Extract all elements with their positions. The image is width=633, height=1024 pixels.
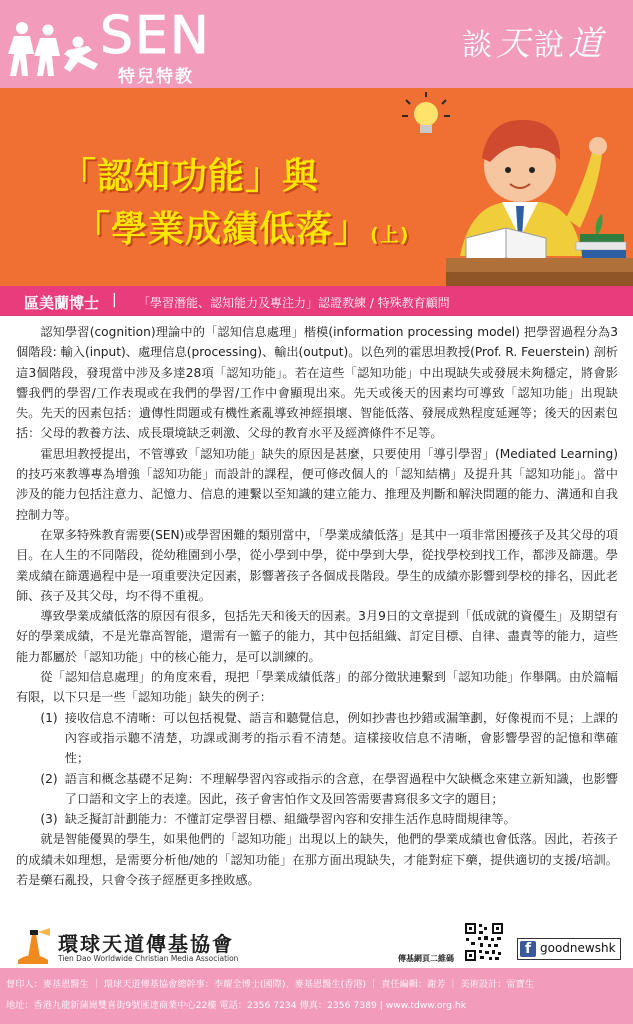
children-silhouette-icon <box>8 20 104 80</box>
list-item <box>40 708 618 769</box>
column-logo-char-1: 談 <box>462 28 496 63</box>
column-logo-char-2: 天 <box>496 24 534 64</box>
qr-code-icon[interactable] <box>464 922 504 962</box>
column-logo-char-3: 說 <box>534 28 568 63</box>
sen-logo <box>8 6 238 87</box>
paragraph-3: 在眾多特殊教育需要(SEN)或學習困難的類別當中，「學業成績低落」是其中一項非常困擾孩子及其父母的項目。在人生的不同階段，從幼稚園到小學，從小學到中學，從中學到大學，從找學校到找工作，都涉及篩選。學業成績在篩選過程中是一項重要決定因素，影響著孩子各個成長階段。學生的成績亦影響到學校的排名，因此老師、孩子及其父母，均不得不重視。 <box>16 527 618 603</box>
author-separator: | <box>112 292 117 308</box>
list-item-number: (2) <box>40 771 58 786</box>
deficit-list <box>16 708 618 830</box>
paragraph-5: 從「認知信息處理」的角度來看，現把「學業成績低落」的部分徵狀連繫到「認知功能」作舉隅。由於篇幅有限，以下只是一些「認知功能」缺失的例子： <box>16 670 618 705</box>
paragraph-6: 就是智能優異的學生，如果他們的「認知功能」出現以上的缺失，他們的學業成績也會低落。因此，若孩子的成績未如理想，是需要分析他/她的「認知功能」在那方面出現缺失，才能對症下藥，提供適切的支援/培訓。若是藥石亂投，只會令孩子經歷更多挫敗感。 <box>16 832 618 888</box>
paragraph-2: 霍思坦教授提出，不管導致「認知功能」缺失的原因是甚麼，只要使用「導引學習」(Mediated Learning) 的技巧來教導專為增強「認知功能」而設計的課程，便可修改個人的「認知結構」及提升其「認知功能」。當中涉及的能力包括注意力、記憶力、信息的連繫以至知識的建立能力、推理及判斷和解決問題的能力、溝通和自我控制力等。 <box>16 446 618 522</box>
facebook-handle: goodnewshk <box>540 941 616 955</box>
author-name: 區美蘭博士 <box>24 294 100 312</box>
student-illustration-icon <box>370 88 633 286</box>
article-body <box>16 322 618 890</box>
title-line-2-text: 「學業成績低落」 <box>74 209 371 250</box>
author-role: 「學習潛能、認知能力及專注力」認證教練 / 特殊教育顧問 <box>138 296 450 310</box>
org-name: 環球天道傳基協會 <box>58 932 234 956</box>
list-item <box>40 769 618 810</box>
footer-credits: 督印人：麥基恩醫生 ｜ 環球天道傳基協會總幹事：李耀全博士(國際)、麥基恩醫生(香港) ｜ 責任編輯：謝芳 ｜ 美術設計：雷寶生 <box>6 979 534 990</box>
org-name-en: Tien Dao Worldwide Christian Media Association <box>58 954 239 963</box>
article-title <box>0 148 410 252</box>
sen-wordmark: SEN <box>100 6 211 66</box>
title-part-label: (上) <box>370 224 410 246</box>
header-band <box>0 0 633 88</box>
paragraph-1: 認知學習(cognition)理論中的「認知信息處理」楷模(information processing model) 把學習過程分為3個階段: 輸入(input)、處理信息(processing)、輸出(output)。以色列的霍思坦教授(Prof. R. Feuerstein) 剖析這3個階段，發現當中涉及多達28項「認知功能」。若在這些「認知功能」中出現缺失或發展未夠穩定，將會影響我們的學習/工作表現或在我們的學習/工作中會顯現出來。先天或後天的因素均可導致「認知功能」出現缺失。先天的因素包括：遺傳性問題或有機性紊亂導致神經損壞、智能低落、發展成熟程度延遲等；後天的因素包括：父母的教養方法、成長環境缺乏刺激、父母的教育水平及經濟條件不足等。 <box>16 325 618 441</box>
lightbulb-icon <box>402 92 450 133</box>
title-line-2 <box>74 201 410 252</box>
org-logo <box>14 926 254 968</box>
footer-contact: 地址：香港九龍新蒲崗雙喜街9號匯達商業中心22樓 電話：2356 7234 傳真：2356 7389 | www.tdww.org.hk <box>6 1000 467 1011</box>
column-logo <box>462 16 606 65</box>
list-item <box>40 809 618 829</box>
title-line-1: 「認知功能」與 <box>60 156 320 197</box>
hero-banner <box>0 88 633 286</box>
list-item-text: 接收信息不清晰：可以包括視覺、語言和聽覺信息，例如抄書也抄錯或漏筆劃，好像視而不見；上課的內容或指示聽不清楚，功課或測考的指示看不清楚。這樣接收信息不清晰，會影響學習的記憶和準確性； <box>64 710 618 766</box>
list-item-text: 缺乏擬訂計劃能力：不懂訂定學習目標、組織學習內容和安排生活作息時間規律等。 <box>64 812 516 827</box>
footer <box>0 968 633 1024</box>
paragraph-4: 導致學業成績低落的原因有很多，包括先天和後天的因素。3月9日的文章提到「低成就的資優生」及期望有好的學業成績，不是光靠高智能，還需有一籃子的能力，其中包括組織、訂定目標、自律、盡責等的能力，這些能力都屬於「認知功能」中的核心能力，是可以訓練的。 <box>16 609 618 664</box>
facebook-link[interactable] <box>517 938 621 960</box>
author-bar <box>0 286 633 316</box>
sen-subtitle: 特兒特教 <box>118 67 194 87</box>
qr-label: 傳基網頁二維碼 <box>398 954 454 963</box>
list-item-text: 語言和概念基礎不足夠：不理解學習內容或指示的含意，在學習過程中欠缺概念來建立新知識，也影響了口語和文字上的表達。因此，孩子會害怕作文及回答需要書寫很多文字的題目； <box>64 771 618 806</box>
facebook-icon: f <box>520 941 536 957</box>
lighthouse-icon <box>14 926 52 966</box>
list-item-number: (1) <box>40 710 58 725</box>
list-item-number: (3) <box>40 812 58 827</box>
column-logo-char-4: 道 <box>568 24 606 64</box>
